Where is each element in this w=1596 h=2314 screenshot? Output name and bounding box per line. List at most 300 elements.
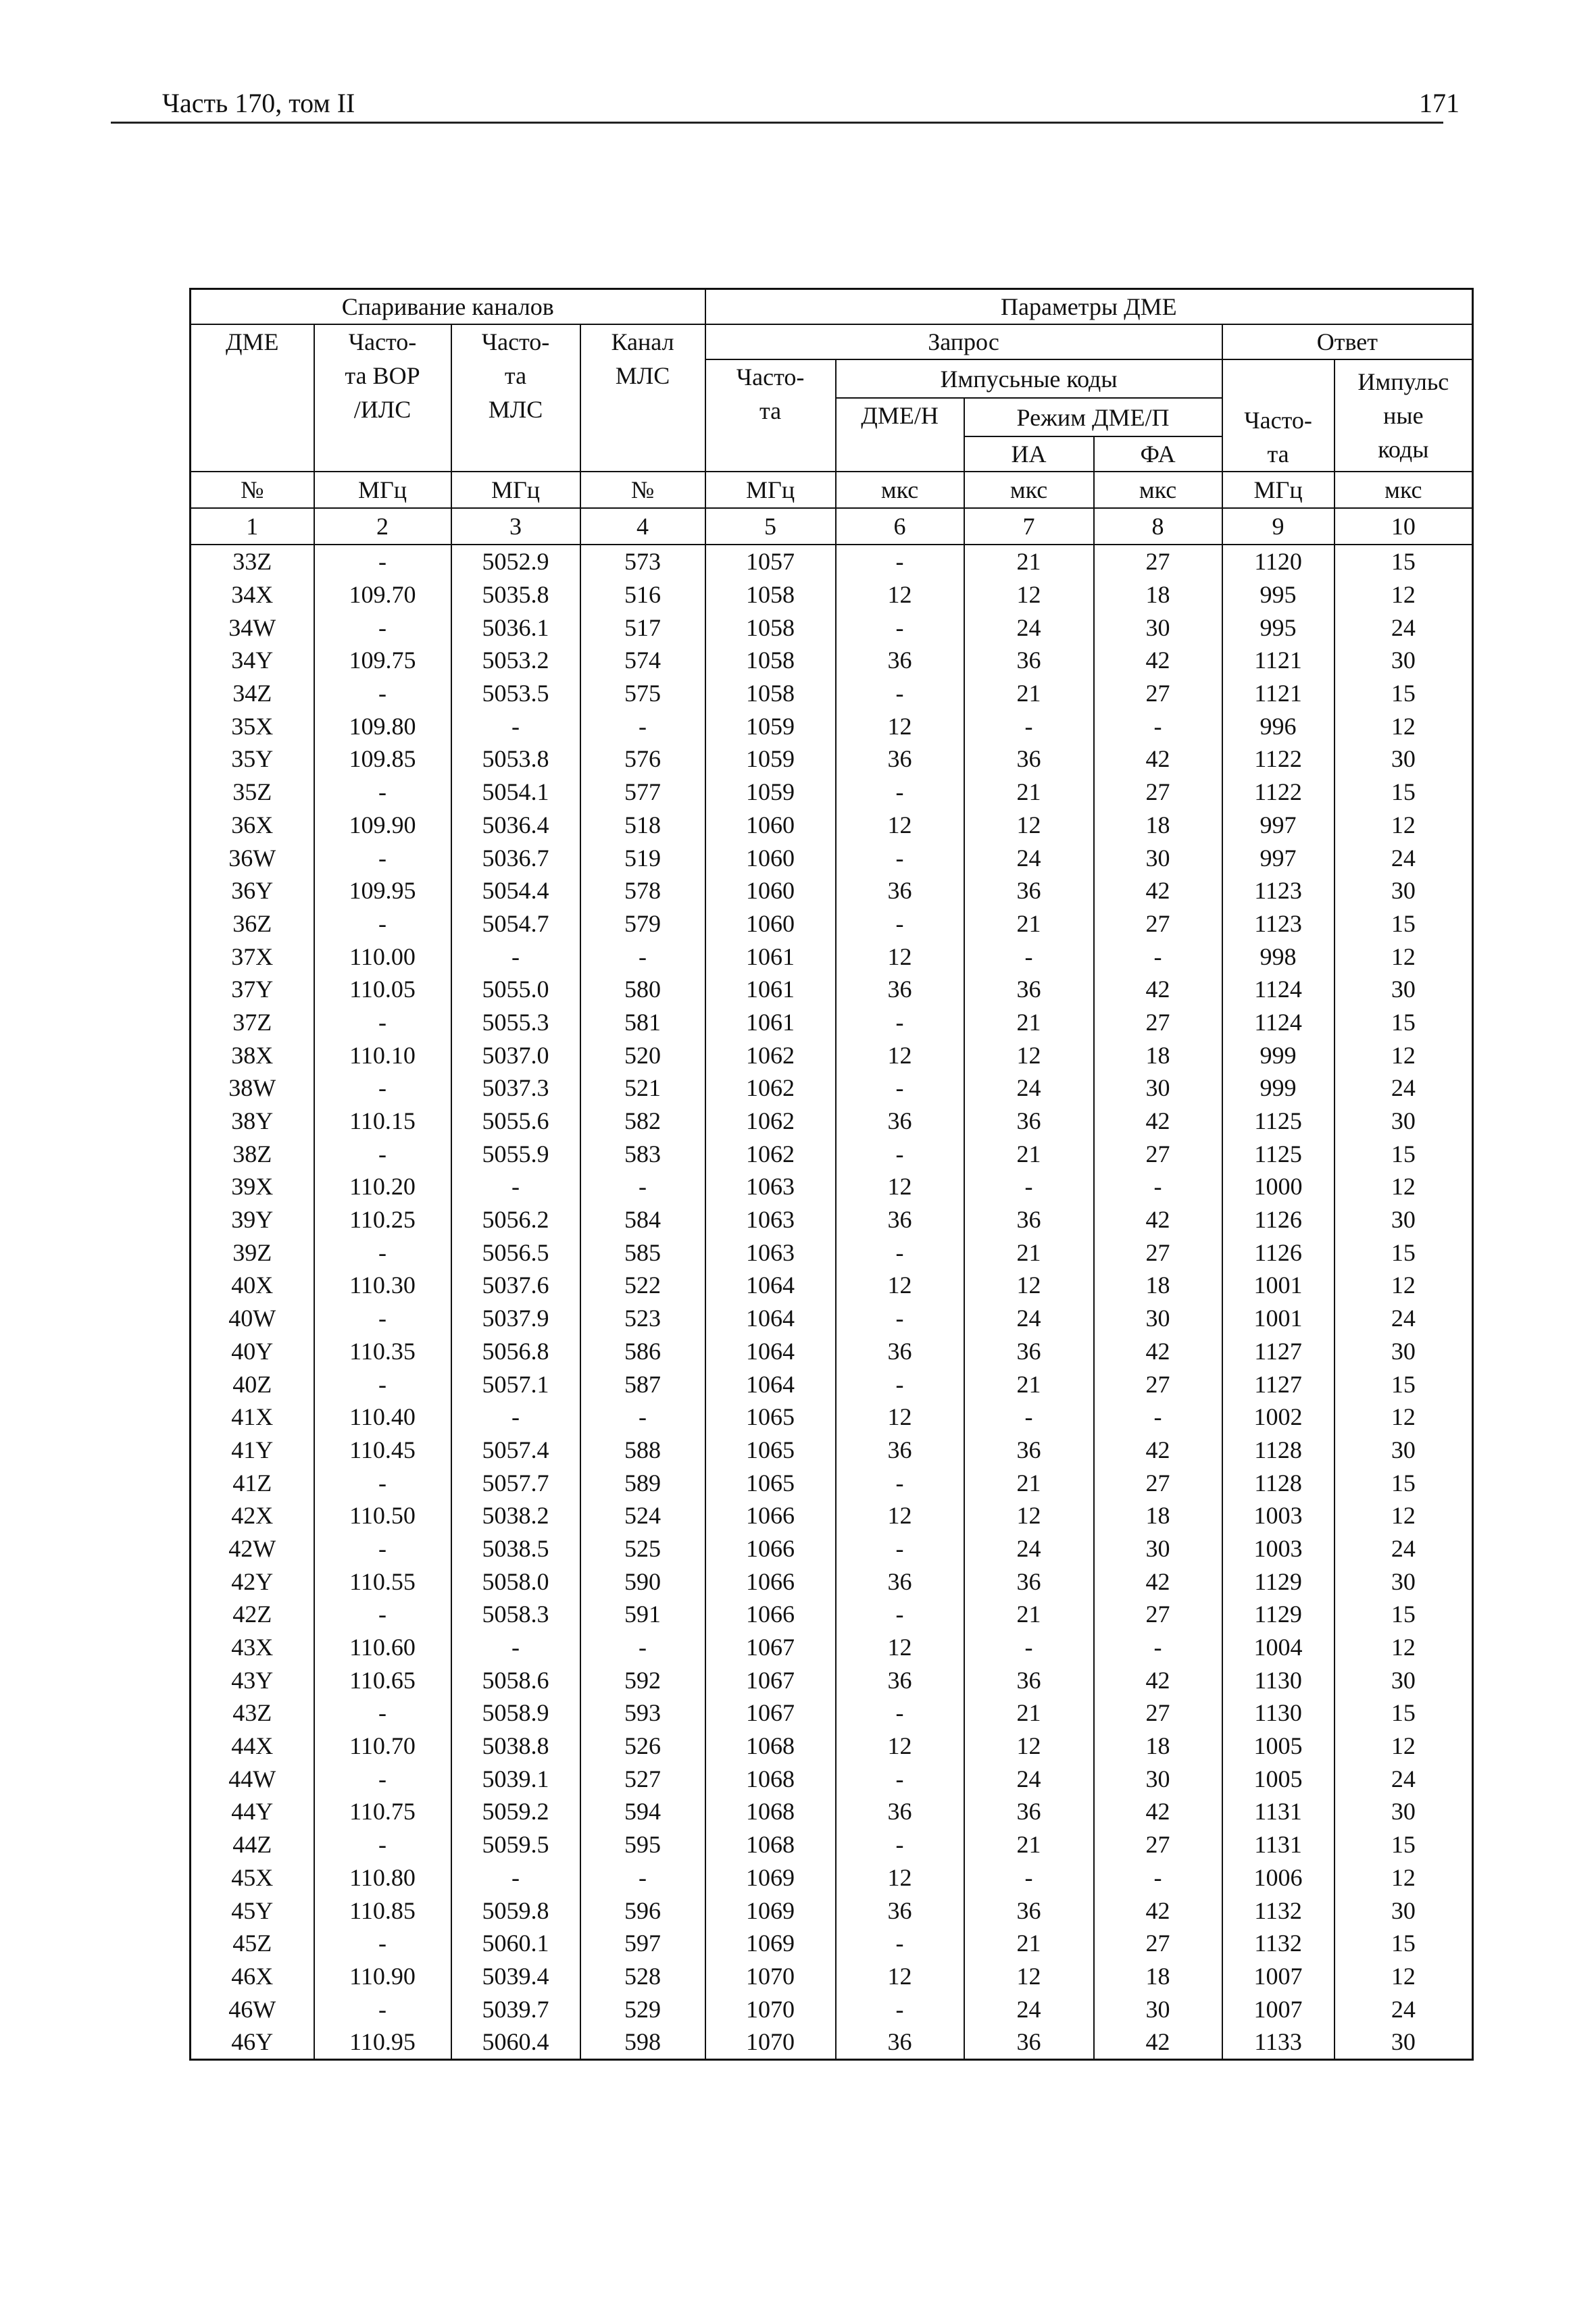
table-row [191, 1203, 1473, 1236]
header-dme-n: ДМЕ/Н [836, 398, 964, 472]
table-cell: 110.25 [314, 1203, 451, 1236]
table-row [191, 1038, 1473, 1072]
table-cell: 18 [1094, 1269, 1222, 1302]
table-cell: 15 [1335, 1006, 1473, 1039]
table-cell: 40Z [191, 1367, 314, 1401]
column-number-cell: 4 [580, 508, 705, 545]
table-cell: 5038.2 [451, 1499, 580, 1532]
table-cell: 1068 [705, 1762, 836, 1795]
table-cell: - [836, 1302, 964, 1335]
table-cell: - [580, 1631, 705, 1664]
table-cell: 36 [836, 1105, 964, 1138]
table-cell: 5056.5 [451, 1236, 580, 1269]
table-cell: 36 [836, 874, 964, 907]
table-cell: 1061 [705, 973, 836, 1006]
table-cell: 42 [1094, 1105, 1222, 1138]
table-cell: 5056.8 [451, 1335, 580, 1368]
table-cell: 12 [964, 1730, 1094, 1763]
table-cell: - [314, 1006, 451, 1039]
table-row [191, 841, 1473, 874]
table-row [191, 743, 1473, 776]
table-cell: 5036.1 [451, 611, 580, 644]
table-cell: 1067 [705, 1696, 836, 1730]
table-row [191, 940, 1473, 973]
table-cell: 42 [1094, 1663, 1222, 1696]
header-pulse-codes: Импусьные коды [836, 359, 1222, 398]
table-cell: - [964, 1861, 1094, 1894]
table-cell: 36 [836, 743, 964, 776]
table-cell: 30 [1094, 1992, 1222, 2026]
table-cell: 36 [964, 743, 1094, 776]
table-cell: - [451, 1170, 580, 1203]
table-cell: 5059.8 [451, 1894, 580, 1927]
table-cell: 1066 [705, 1565, 836, 1598]
table-cell: 518 [580, 809, 705, 842]
table-cell: 12 [1335, 1861, 1473, 1894]
table-cell: 38Y [191, 1105, 314, 1138]
table-cell: 27 [1094, 1828, 1222, 1861]
table-cell: 5037.3 [451, 1072, 580, 1105]
table-cell: 1067 [705, 1631, 836, 1664]
table-row [191, 1828, 1473, 1861]
table-cell: 30 [1094, 1072, 1222, 1105]
unit-cell: № [191, 472, 314, 508]
table-cell: 21 [964, 1828, 1094, 1861]
table-row [191, 1302, 1473, 1335]
table-cell: 1063 [705, 1170, 836, 1203]
table-cell: 27 [1094, 1598, 1222, 1631]
table-cell: 44Z [191, 1828, 314, 1861]
table-cell: 12 [836, 1730, 964, 1763]
table-cell: 38W [191, 1072, 314, 1105]
table-cell: 524 [580, 1499, 705, 1532]
table-cell: 109.85 [314, 743, 451, 776]
table-cell: 36 [836, 1795, 964, 1828]
table-cell: 522 [580, 1269, 705, 1302]
table-cell: 24 [1335, 841, 1473, 874]
table-row [191, 907, 1473, 940]
table-cell: 12 [836, 1960, 964, 1993]
table-cell: 44Y [191, 1795, 314, 1828]
table-cell: 109.80 [314, 709, 451, 743]
table-cell: 42 [1094, 1434, 1222, 1467]
table-cell: 5037.0 [451, 1038, 580, 1072]
column-number-cell: 9 [1222, 508, 1335, 545]
table-cell: 596 [580, 1894, 705, 1927]
table-cell: 39X [191, 1170, 314, 1203]
table-cell: 5058.9 [451, 1696, 580, 1730]
table-row [191, 1894, 1473, 1927]
table-cell: 1057 [705, 545, 836, 578]
table-cell: 38Z [191, 1137, 314, 1170]
table-cell: 578 [580, 874, 705, 907]
table-cell: 576 [580, 743, 705, 776]
table-cell: 42Z [191, 1598, 314, 1631]
table-cell: 1121 [1222, 644, 1335, 677]
header-interrogation: Запрос [705, 324, 1222, 359]
header-vor-ils-frequency: Часто- та ВОР /ИЛС [314, 324, 451, 472]
table-cell: 5060.4 [451, 2026, 580, 2059]
table-cell: 595 [580, 1828, 705, 1861]
table-cell: - [1094, 1401, 1222, 1434]
table-cell: 1062 [705, 1038, 836, 1072]
table-cell: 1062 [705, 1137, 836, 1170]
table-cell: 1068 [705, 1795, 836, 1828]
table-cell: 35X [191, 709, 314, 743]
table-cell: 1064 [705, 1335, 836, 1368]
table-cell: 41Y [191, 1434, 314, 1467]
table-cell: - [314, 1762, 451, 1795]
table-cell: 34W [191, 611, 314, 644]
table-row [191, 1960, 1473, 1993]
table-cell: 30 [1335, 2026, 1473, 2059]
table-cell: 12 [1335, 1960, 1473, 1993]
table-cell: 1058 [705, 644, 836, 677]
table-cell: 1132 [1222, 1894, 1335, 1927]
table-cell: 36 [836, 1335, 964, 1368]
table-cell: 110.35 [314, 1335, 451, 1368]
table-cell: 12 [836, 1499, 964, 1532]
table-cell: 590 [580, 1565, 705, 1598]
table-cell: 5036.4 [451, 809, 580, 842]
table-cell: 5037.6 [451, 1269, 580, 1302]
table-cell: 1060 [705, 841, 836, 874]
table-cell: 34X [191, 578, 314, 611]
table-cell: 15 [1335, 1828, 1473, 1861]
table-cell: - [836, 1992, 964, 2026]
table-cell: 1122 [1222, 743, 1335, 776]
table-cell: 5035.8 [451, 578, 580, 611]
table-cell: 12 [1335, 1631, 1473, 1664]
table-cell: 581 [580, 1006, 705, 1039]
table-cell: 1060 [705, 809, 836, 842]
table-cell: 1066 [705, 1499, 836, 1532]
table-cell: 591 [580, 1598, 705, 1631]
table-cell: - [836, 907, 964, 940]
table-cell: - [836, 1367, 964, 1401]
table-cell: 519 [580, 841, 705, 874]
table-cell: 12 [836, 940, 964, 973]
table-cell: 27 [1094, 1466, 1222, 1499]
table-cell: 1128 [1222, 1466, 1335, 1499]
table-row [191, 1269, 1473, 1302]
table-cell: 1070 [705, 1992, 836, 2026]
table-cell: 1120 [1222, 545, 1335, 578]
table-cell: 594 [580, 1795, 705, 1828]
table-cell: 37X [191, 940, 314, 973]
table-cell: 1007 [1222, 1960, 1335, 1993]
table-cell: 36 [836, 973, 964, 1006]
table-cell: - [314, 1532, 451, 1565]
table-cell: 36Z [191, 907, 314, 940]
table-cell: 110.00 [314, 940, 451, 973]
table-row [191, 1663, 1473, 1696]
table-cell: 27 [1094, 545, 1222, 578]
table-cell: 27 [1094, 1696, 1222, 1730]
table-cell: 1059 [705, 709, 836, 743]
table-cell: 526 [580, 1730, 705, 1763]
table-cell: 30 [1335, 644, 1473, 677]
table-row [191, 611, 1473, 644]
table-row [191, 1696, 1473, 1730]
table-cell: - [314, 1137, 451, 1170]
table-cell: 999 [1222, 1072, 1335, 1105]
table-cell: 5058.3 [451, 1598, 580, 1631]
table-cell: - [314, 611, 451, 644]
table-cell: 5055.6 [451, 1105, 580, 1138]
units-row [191, 472, 1473, 508]
table-cell: 36 [836, 1663, 964, 1696]
table-cell: 110.90 [314, 1960, 451, 1993]
table-cell: - [836, 841, 964, 874]
table-row [191, 1861, 1473, 1894]
table-cell: 5057.7 [451, 1466, 580, 1499]
table-cell: 1122 [1222, 776, 1335, 809]
header-reply: Ответ [1222, 324, 1473, 359]
table-cell: 45Y [191, 1894, 314, 1927]
table-row [191, 1992, 1473, 2026]
table-cell: 36 [964, 973, 1094, 1006]
table-cell: 15 [1335, 1466, 1473, 1499]
table-cell: 38X [191, 1038, 314, 1072]
table-row [191, 1631, 1473, 1664]
table-cell: 12 [964, 809, 1094, 842]
table-cell: 36 [836, 1434, 964, 1467]
table-cell: 42 [1094, 973, 1222, 1006]
table-cell: 109.90 [314, 809, 451, 842]
table-cell: 36 [836, 644, 964, 677]
table-cell: 573 [580, 545, 705, 578]
table-cell: 1128 [1222, 1434, 1335, 1467]
table-cell: - [314, 841, 451, 874]
table-cell: 1132 [1222, 1927, 1335, 1960]
table-cell: 24 [964, 1762, 1094, 1795]
table-cell: 21 [964, 1137, 1094, 1170]
table-cell: 42 [1094, 2026, 1222, 2059]
table-cell: 24 [1335, 1532, 1473, 1565]
table-cell: 12 [1335, 940, 1473, 973]
table-cell: 36 [964, 1565, 1094, 1598]
table-cell: 1065 [705, 1401, 836, 1434]
table-cell: 18 [1094, 578, 1222, 611]
table-cell: 1062 [705, 1105, 836, 1138]
table-cell: 1129 [1222, 1565, 1335, 1598]
table-cell: 5038.8 [451, 1730, 580, 1763]
table-cell: 15 [1335, 1137, 1473, 1170]
table-cell: - [314, 1598, 451, 1631]
unit-cell: мкс [964, 472, 1094, 508]
table-cell: 5053.2 [451, 644, 580, 677]
table-cell: 110.45 [314, 1434, 451, 1467]
table-cell: 588 [580, 1434, 705, 1467]
table-cell: 574 [580, 644, 705, 677]
table-cell: 35Y [191, 743, 314, 776]
table-cell: 24 [1335, 1762, 1473, 1795]
table-body [191, 545, 1473, 2059]
table-cell: 15 [1335, 1696, 1473, 1730]
table-cell: 15 [1335, 1236, 1473, 1269]
table-cell: 21 [964, 1367, 1094, 1401]
table-cell: 30 [1335, 1335, 1473, 1368]
table-cell: 24 [1335, 1072, 1473, 1105]
header-reply-pulse-codes: Импульс ные коды [1335, 359, 1473, 472]
column-number-cell: 7 [964, 508, 1094, 545]
table-cell: 21 [964, 1598, 1094, 1631]
table-cell: 21 [964, 545, 1094, 578]
table-cell: 41X [191, 1401, 314, 1434]
running-head: Часть 170, том II [162, 88, 355, 118]
table-cell: 1068 [705, 1828, 836, 1861]
table-cell: 42 [1094, 874, 1222, 907]
table-cell: 15 [1335, 545, 1473, 578]
table-cell: 1069 [705, 1894, 836, 1927]
table-cell: - [580, 940, 705, 973]
table-cell: 1006 [1222, 1861, 1335, 1894]
table-cell: 27 [1094, 1927, 1222, 1960]
table-cell: 1004 [1222, 1631, 1335, 1664]
table-cell: 15 [1335, 1927, 1473, 1960]
table-cell: 21 [964, 1006, 1094, 1039]
table-cell: 36 [964, 644, 1094, 677]
table-cell: 30 [1335, 1663, 1473, 1696]
table-cell: - [314, 1367, 451, 1401]
table-cell: - [451, 1631, 580, 1664]
table-cell: 1007 [1222, 1992, 1335, 2026]
table-cell: - [836, 1598, 964, 1631]
table-cell: - [451, 1401, 580, 1434]
table-cell: - [836, 776, 964, 809]
table-cell: 43Z [191, 1696, 314, 1730]
unit-cell: МГц [314, 472, 451, 508]
table-cell: 1058 [705, 578, 836, 611]
table-cell: 1001 [1222, 1269, 1335, 1302]
table-cell: 5055.9 [451, 1137, 580, 1170]
table-cell: - [314, 1927, 451, 1960]
header-ia: ИА [964, 436, 1094, 472]
table-cell: 42Y [191, 1565, 314, 1598]
table-cell: 12 [964, 1269, 1094, 1302]
table-cell: 45Z [191, 1927, 314, 1960]
table-cell: 12 [836, 1401, 964, 1434]
table-cell: 42 [1094, 743, 1222, 776]
table-cell: 998 [1222, 940, 1335, 973]
table-cell: 1125 [1222, 1105, 1335, 1138]
table-cell: 516 [580, 578, 705, 611]
table-cell: 1126 [1222, 1236, 1335, 1269]
table-cell: 586 [580, 1335, 705, 1368]
table-cell: 27 [1094, 776, 1222, 809]
table-cell: 579 [580, 907, 705, 940]
table-cell: 110.55 [314, 1565, 451, 1598]
table-cell: 12 [1335, 578, 1473, 611]
table-cell: 580 [580, 973, 705, 1006]
table-row [191, 677, 1473, 710]
table-cell: 30 [1335, 1894, 1473, 1927]
table-row [191, 1170, 1473, 1203]
table-cell: 1130 [1222, 1696, 1335, 1730]
table-cell: 1064 [705, 1269, 836, 1302]
table-cell: 1065 [705, 1434, 836, 1467]
table-cell: - [580, 709, 705, 743]
table-cell: 1131 [1222, 1795, 1335, 1828]
table-cell: 35Z [191, 776, 314, 809]
table-row [191, 1499, 1473, 1532]
table-cell: 517 [580, 611, 705, 644]
table-header [191, 289, 1473, 545]
table-cell: 12 [1335, 1401, 1473, 1434]
table-cell: 999 [1222, 1038, 1335, 1072]
table-row [191, 1072, 1473, 1105]
table-cell: 18 [1094, 1960, 1222, 1993]
table-cell: 110.75 [314, 1795, 451, 1828]
table-cell: 1003 [1222, 1532, 1335, 1565]
table-cell: - [314, 1466, 451, 1499]
table-cell: - [836, 545, 964, 578]
table-cell: 18 [1094, 1038, 1222, 1072]
table-cell: 598 [580, 2026, 705, 2059]
table-cell: 523 [580, 1302, 705, 1335]
table-cell: 24 [964, 1072, 1094, 1105]
table-cell: 5039.4 [451, 1960, 580, 1993]
table-cell: 12 [836, 1631, 964, 1664]
table-cell: 1126 [1222, 1203, 1335, 1236]
table-cell: 1123 [1222, 874, 1335, 907]
table-cell: 109.95 [314, 874, 451, 907]
table-cell: 12 [964, 1038, 1094, 1072]
table-cell: 15 [1335, 1598, 1473, 1631]
table-row [191, 973, 1473, 1006]
table-row [191, 1927, 1473, 1960]
table-cell: 24 [1335, 1302, 1473, 1335]
table-cell: 5055.0 [451, 973, 580, 1006]
table-cell: - [314, 1696, 451, 1730]
table-cell: 109.75 [314, 644, 451, 677]
table-cell: 996 [1222, 709, 1335, 743]
table-cell: 5054.7 [451, 907, 580, 940]
table-cell: - [964, 1401, 1094, 1434]
table-cell: 12 [836, 809, 964, 842]
table-cell: 21 [964, 776, 1094, 809]
table-cell: 1060 [705, 907, 836, 940]
table-cell: 30 [1335, 1434, 1473, 1467]
table-cell: 592 [580, 1663, 705, 1696]
column-number-cell: 2 [314, 508, 451, 545]
table-cell: 36 [964, 1894, 1094, 1927]
table-cell: 36X [191, 809, 314, 842]
table-cell: 1131 [1222, 1828, 1335, 1861]
table-cell: 589 [580, 1466, 705, 1499]
table-cell: 33Z [191, 545, 314, 578]
unit-cell: мкс [836, 472, 964, 508]
header-interrogation-frequency: Часто- та [705, 359, 836, 472]
table-cell: 27 [1094, 1367, 1222, 1401]
table-cell: 37Y [191, 973, 314, 1006]
table-cell: 12 [836, 1269, 964, 1302]
table-cell: 30 [1335, 973, 1473, 1006]
table-cell: 41Z [191, 1466, 314, 1499]
table-cell: 1070 [705, 1960, 836, 1993]
table-cell: 15 [1335, 677, 1473, 710]
table-cell: 110.80 [314, 1861, 451, 1894]
table-cell: 1069 [705, 1861, 836, 1894]
table-cell: 1124 [1222, 973, 1335, 1006]
table-row [191, 1367, 1473, 1401]
table-row [191, 1598, 1473, 1631]
table-cell: 12 [836, 1170, 964, 1203]
table-cell: 1066 [705, 1532, 836, 1565]
table-cell: 37Z [191, 1006, 314, 1039]
table-cell: 44X [191, 1730, 314, 1763]
